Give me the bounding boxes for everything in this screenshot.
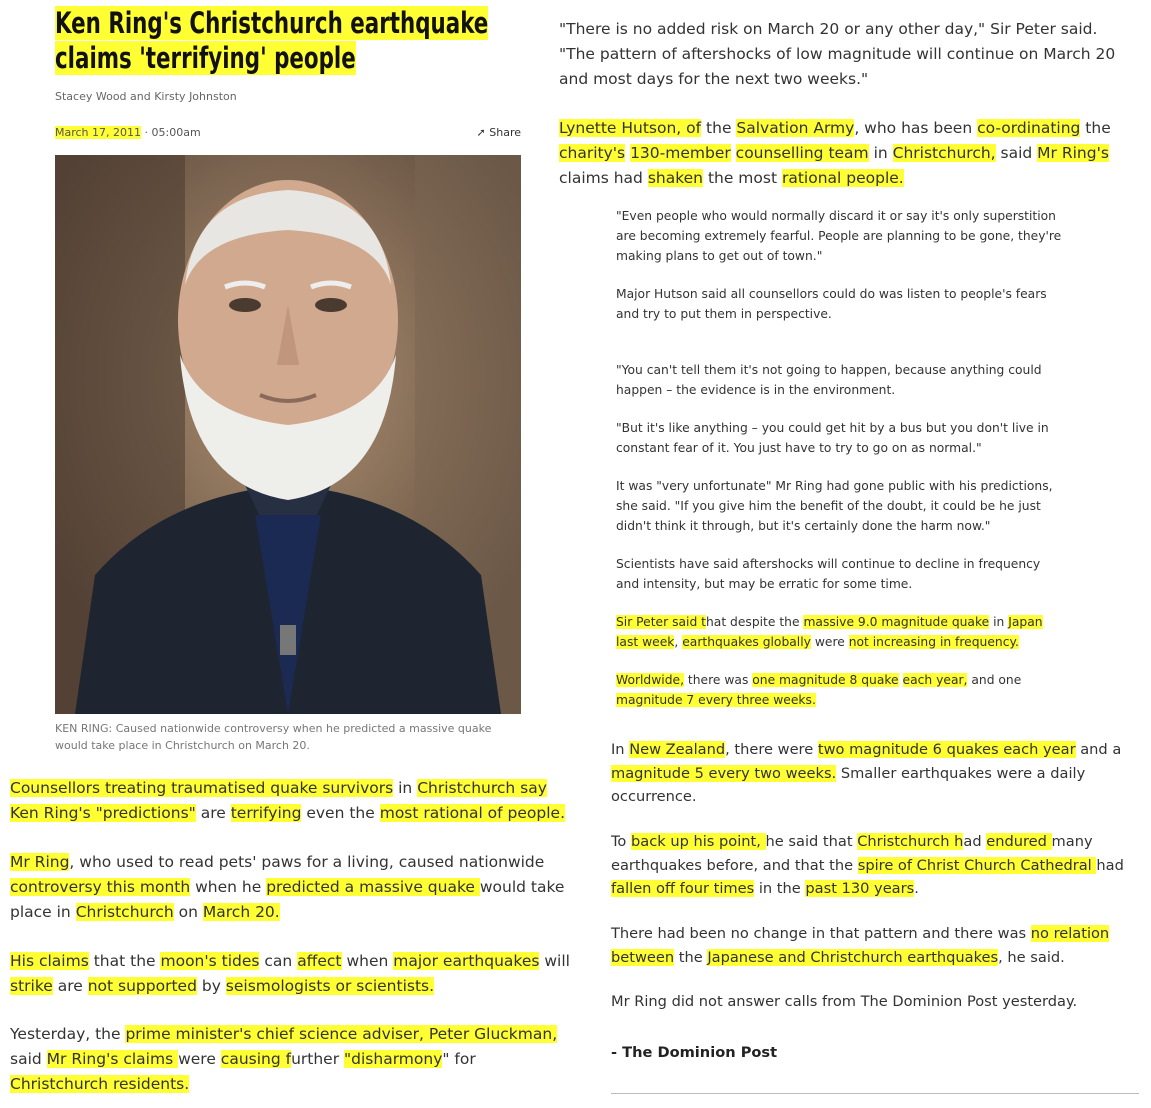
- portrait-illustration: [55, 155, 521, 714]
- body-paragraph-nz: In New Zealand, there were two magnitude 6 quakes each year and a magnitude 5 every two weeks. Smaller earthquakes were a daily occurrence.: [611, 741, 1122, 805]
- publish-date: March 17, 2011: [55, 126, 142, 139]
- article-photo: [55, 155, 521, 714]
- share-button[interactable]: [477, 126, 521, 139]
- body-paragraph-hutson: Lynette Hutson, of the Salvation Army, who has been co-ordinating the charity's 130-member counselling team in Christchurch, said Mr Ring's claims had shaken the most rational people.: [559, 119, 1111, 187]
- body-paragraph-3: His claims that the moon's tides can affect when major earthquakes will strike are not supported by seismologists or scientists.: [10, 952, 570, 995]
- quote-paragraph-1: "Even people who would normally discard it or say it's only superstition are becoming extremely fearful. People are planning to be gone, they're making plans to get out of town.": [616, 209, 1062, 263]
- quote-paragraph-5: It was "very unfortunate" Mr Ring had gone public with his predictions, she said. "If you give him the benefit of the doubt, it could be he just didn't think it through, but it's certainly done the harm now.": [616, 479, 1053, 533]
- body-paragraph-4: Yesterday, the prime minister's chief science adviser, Peter Gluckman, said Mr Ring's claims were causing further "disharmony" for Christchurch residents.: [10, 1025, 558, 1093]
- body-paragraph-2: Mr Ring, who used to read pets' paws for a living, caused nationwide controversy this month when he predicted a massive quake would take place in Christchurch on March 20.: [10, 853, 565, 921]
- byline: Stacey Wood and Kirsty Johnston: [55, 90, 237, 103]
- body-paragraph-calls: Mr Ring did not answer calls from The Dominion Post yesterday.: [611, 993, 1078, 1010]
- share-label: Share: [489, 126, 521, 139]
- share-arrow-icon: ➚: [476, 126, 486, 139]
- quote-sir-peter: "There is no added risk on March 20 or any other day," Sir Peter said. "The pattern of aftershocks of low magnitude will continue on March 20 and most days for the next two weeks.": [559, 20, 1116, 88]
- body-paragraph-relation: There had been no change in that pattern and there was no relation between the Japanese and Christchurch earthquakes, he said.: [611, 925, 1110, 966]
- quote-paragraph-3: "You can't tell them it's not going to happen, because anything could happen – the evidence is in the environment.: [616, 363, 1042, 397]
- quote-paragraph-7: Sir Peter said that despite the massive 9.0 magnitude quake in Japan last week, earthquakes globally were not increasing in frequency.: [616, 615, 1043, 649]
- divider: [611, 1093, 1139, 1094]
- quote-paragraph-6: Scientists have said aftershocks will continue to decline in frequency and intensity, but may be erratic for some time.: [616, 557, 1041, 591]
- quote-paragraph-8: Worldwide, there was one magnitude 8 quake each year, and one magnitude 7 every three weeks.: [616, 673, 1022, 707]
- body-paragraph-1: Counsellors treating traumatised quake survivors in Christchurch say Ken Ring's "predictions" are terrifying even the most rational of people.: [10, 779, 566, 822]
- article-meta: [55, 126, 521, 139]
- quote-paragraph-2: Major Hutson said all counsellors could do was listen to people's fears and try to put them in perspective.: [616, 287, 1047, 321]
- headline: Ken Ring's Christchurch earthquake claims 'terrifying' people: [55, 6, 489, 75]
- body-paragraph-cathedral: To back up his point, he said that Christchurch had endured many earthquakes before, and that the spire of Christ Church Cathedral had fallen off four times in the past 130 years.: [611, 833, 1124, 897]
- source-signature: - The Dominion Post: [611, 1044, 778, 1061]
- photo-caption: KEN RING: Caused nationwide controversy when he predicted a massive quake would take place in Christchurch on March 20.: [55, 722, 492, 752]
- quote-paragraph-4: "But it's like anything – you could get hit by a bus but you don't live in constant fear of it. You just have to try to go on as normal.": [616, 421, 1049, 455]
- publish-time: · 05:00am: [144, 126, 201, 139]
